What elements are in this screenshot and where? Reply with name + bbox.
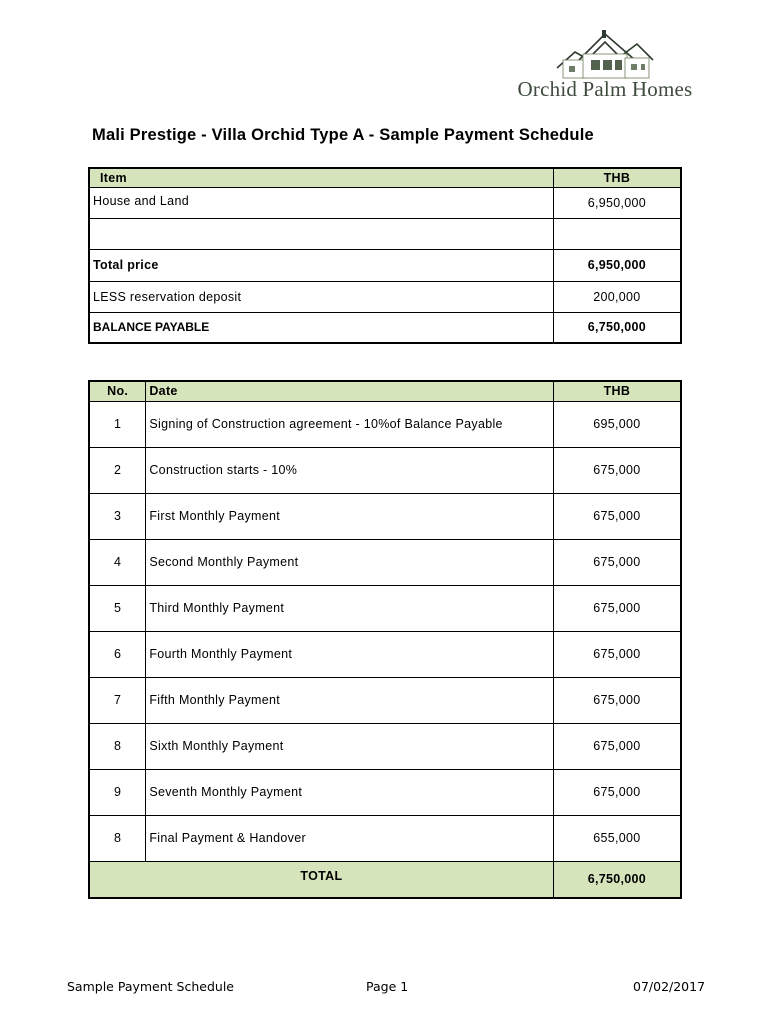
schedule-header-date: Date — [146, 381, 553, 401]
table-row — [89, 493, 681, 539]
summary-label: House and Land — [89, 187, 553, 218]
summary-label: LESS reservation deposit — [89, 281, 553, 312]
summary-value: 200,000 — [553, 281, 681, 312]
row-amount: 675,000 — [553, 539, 681, 585]
row-description: Fifth Monthly Payment — [146, 677, 553, 723]
total-amount: 6,750,000 — [553, 861, 681, 898]
schedule-header-currency: THB — [553, 381, 681, 401]
row-description: Final Payment & Handover — [146, 815, 553, 861]
row-amount: 675,000 — [553, 585, 681, 631]
row-amount: 655,000 — [553, 815, 681, 861]
summary-label: BALANCE PAYABLE — [89, 312, 553, 343]
summary-row-balance — [89, 312, 681, 343]
footer-page-number: Page 1 — [366, 979, 409, 994]
table-row — [89, 723, 681, 769]
row-amount: 675,000 — [553, 493, 681, 539]
footer-date: 07/02/2017 — [633, 979, 706, 994]
summary-header-currency: THB — [553, 168, 681, 187]
table-row — [89, 677, 681, 723]
table-row — [89, 815, 681, 861]
table-row — [89, 447, 681, 493]
summary-header-row — [89, 168, 681, 187]
row-number: 9 — [89, 769, 146, 815]
row-description: Signing of Construction agreement - 10%of Balance Payable — [146, 401, 553, 447]
total-row — [89, 861, 681, 898]
schedule-header-no: No. — [89, 381, 146, 401]
row-amount: 675,000 — [553, 677, 681, 723]
summary-row-empty — [89, 218, 681, 249]
row-number: 7 — [89, 677, 146, 723]
summary-value — [553, 218, 681, 249]
table-row — [89, 585, 681, 631]
summary-row — [89, 187, 681, 218]
summary-label: Total price — [89, 249, 553, 281]
table-row — [89, 769, 681, 815]
price-summary-table — [88, 167, 682, 344]
row-number: 3 — [89, 493, 146, 539]
row-description: First Monthly Payment — [146, 493, 553, 539]
payment-schedule-table — [88, 380, 682, 899]
summary-value: 6,950,000 — [553, 249, 681, 281]
row-number: 1 — [89, 401, 146, 447]
houses-logo-icon — [555, 30, 655, 80]
table-row — [89, 401, 681, 447]
summary-value: 6,750,000 — [553, 312, 681, 343]
row-number: 4 — [89, 539, 146, 585]
row-amount: 675,000 — [553, 631, 681, 677]
row-amount: 675,000 — [553, 723, 681, 769]
row-description: Third Monthly Payment — [146, 585, 553, 631]
row-number: 5 — [89, 585, 146, 631]
table-row — [89, 631, 681, 677]
row-description: Seventh Monthly Payment — [146, 769, 553, 815]
row-description: Fourth Monthly Payment — [146, 631, 553, 677]
summary-row-total — [89, 249, 681, 281]
footer-document-name: Sample Payment Schedule — [67, 979, 234, 994]
row-amount: 675,000 — [553, 447, 681, 493]
brand-logo — [505, 30, 705, 105]
row-amount: 675,000 — [553, 769, 681, 815]
row-description: Sixth Monthly Payment — [146, 723, 553, 769]
schedule-header-row — [89, 381, 681, 401]
row-description: Second Monthly Payment — [146, 539, 553, 585]
summary-row-deposit — [89, 281, 681, 312]
total-label: TOTAL — [89, 861, 553, 898]
row-amount: 695,000 — [553, 401, 681, 447]
row-description: Construction starts - 10% — [146, 447, 553, 493]
summary-header-item: Item — [89, 168, 553, 187]
table-row — [89, 539, 681, 585]
row-number: 6 — [89, 631, 146, 677]
brand-name: Orchid Palm Homes — [517, 77, 693, 101]
summary-label — [89, 218, 553, 249]
summary-value: 6,950,000 — [553, 187, 681, 218]
row-number: 2 — [89, 447, 146, 493]
page-title: Mali Prestige - Villa Orchid Type A - Sample Payment Schedule — [92, 126, 594, 144]
row-number: 8 — [89, 815, 146, 861]
row-number: 8 — [89, 723, 146, 769]
